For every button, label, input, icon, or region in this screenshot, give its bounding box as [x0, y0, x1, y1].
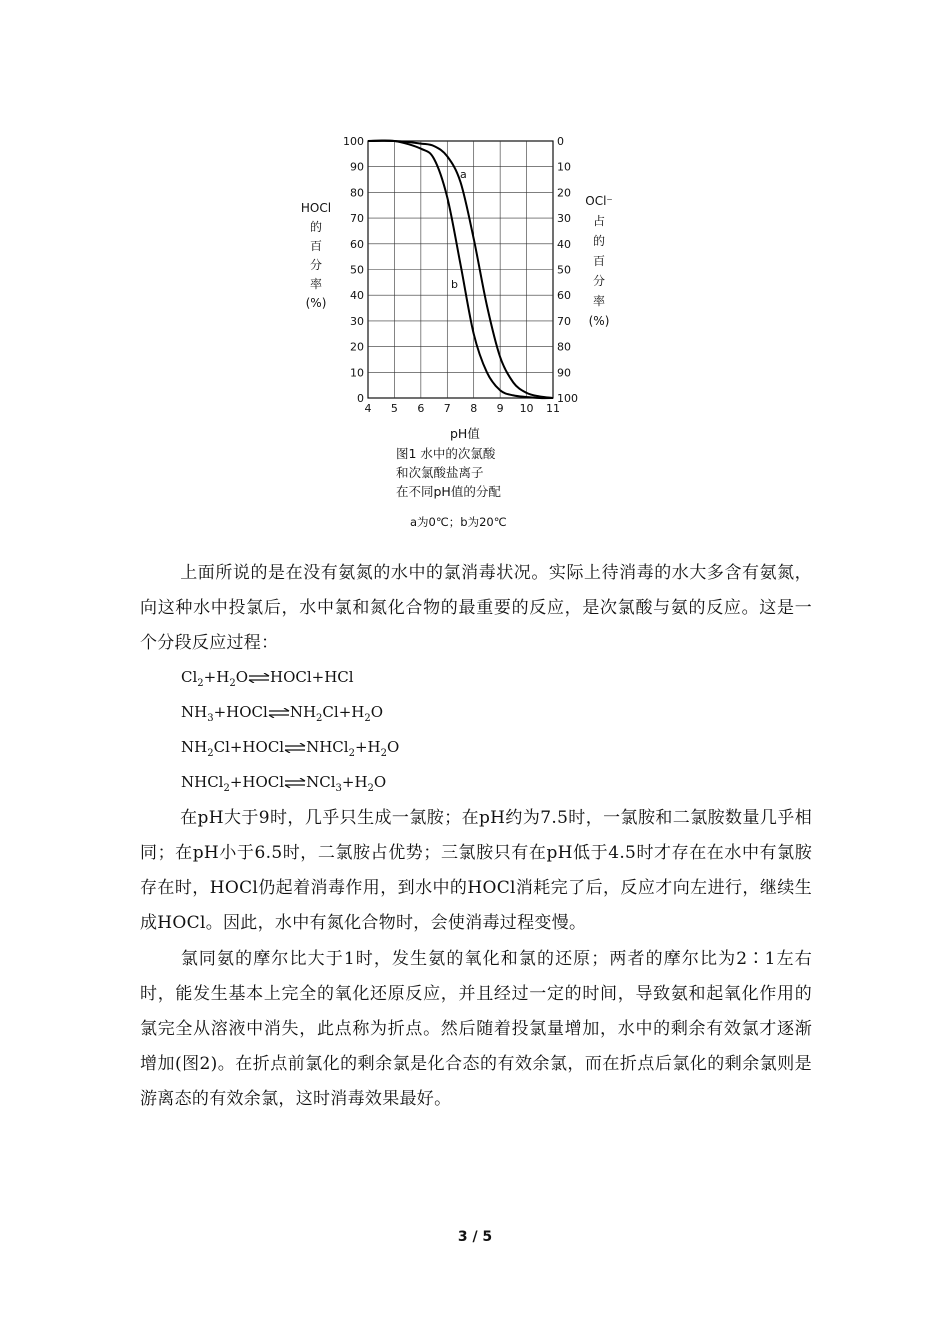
left-tick-label: 80: [350, 186, 364, 200]
left-tick-label: 0: [357, 392, 364, 405]
caption-line-3: 在不同pH值的分配: [396, 484, 501, 499]
right-axis-label-part: 占: [592, 214, 606, 228]
x-tick-label: 7: [443, 402, 451, 415]
x-tick-label: 8: [470, 402, 478, 415]
right-tick-label: 60: [557, 289, 571, 303]
x-tick-label: 9: [496, 402, 504, 415]
left-tick-label: 10: [350, 366, 364, 380]
paragraph-1: [140, 556, 812, 661]
right-tick-label: 70: [557, 314, 571, 328]
x-tick-label: 5: [390, 402, 398, 415]
equilibrium-arrow-icon: [248, 673, 270, 683]
right-tick-label: 30: [557, 212, 571, 226]
paragraph-3: [140, 942, 812, 1117]
x-tick-label: 4: [364, 402, 372, 415]
right-axis-label-part: 率: [592, 294, 606, 308]
right-tick-label: 40: [557, 237, 571, 251]
paragraph-2-text: 在pH大于9时，几乎只生成一氯胺；在pH约为7.5时，一氯胺和二氯胺数量几乎相同；在pH小于6.5时，二氯胺占优势；三氯胺只有在pH低于4.5时才存在在水中有氯胺存在时，HOCl仍起着消毒作用，到水中的HOCl消耗完了后，反应才向左进行，继续生成HOCl。因此，水中有氮化合物时，会使消毒过程变慢。: [140, 808, 812, 933]
right-axis-label-part: 的: [592, 234, 606, 248]
left-tick-label: 30: [350, 314, 364, 328]
left-axis-label-part: (%): [305, 296, 327, 310]
left-tick-label: 90: [350, 160, 364, 174]
right-tick-label: 10: [557, 160, 571, 174]
x-axis-title: pH值: [450, 426, 480, 441]
right-tick-label: 80: [557, 340, 571, 354]
equilibrium-arrow-icon: [268, 708, 290, 718]
left-tick-label: 60: [350, 237, 364, 251]
paragraph-3-text: 氯同氨的摩尔比大于1时，发生氨的氧化和氯的还原；两者的摩尔比为2∶1左右时，能发生基本上完全的氧化还原反应，并且经过一定的时间，导致氨和起氧化作用的氯完全从溶液中消失，此点称为折点。然后随着投氯量增加，水中的剩余有效氯才逐渐增加(图2)。在折点前氯化的剩余氯是化合态的有效余氯，而在折点后氯化的剩余氯则是游离态的有效余氯，这时消毒效果最好。: [140, 949, 812, 1109]
left-tick-label: 20: [350, 340, 364, 354]
right-tick-label: 20: [557, 186, 571, 200]
equation-1: $Cl_2+H_2O$ HOCl+HCl: [181, 668, 354, 689]
left-axis-label-part: 率: [309, 277, 323, 291]
left-axis-label-part: 百: [309, 239, 323, 253]
equation-3: $NH_2Cl+HOCl$ $NHCl_2+H_2O$: [181, 738, 400, 759]
right-tick-label: 100: [557, 392, 578, 405]
x-tick-label: 11: [546, 402, 560, 415]
right-tick-label: 90: [557, 366, 571, 380]
left-axis-label-part: 的: [309, 220, 323, 234]
caption-note: a为0℃；b为20℃: [410, 515, 507, 529]
left-axis-label: [301, 201, 331, 310]
paragraph-1-text: 上面所说的是在没有氨氮的水中的氯消毒状况。实际上待消毒的水大多含有氨氮，向这种水中投氯后，水中氯和氮化合物的最重要的反应，是次氯酸与氨的反应。这是一个分段反应过程：: [140, 563, 812, 653]
right-tick-label: 0: [557, 135, 564, 148]
left-tick-label: 100: [343, 135, 364, 148]
equation-4: NHCl$_2$+HOCl $NCl_3+H_2O$: [181, 773, 387, 794]
curve-b-label: b: [451, 278, 458, 291]
caption-line-2: 和次氯酸盐离子: [396, 465, 484, 480]
left-axis-label-part: HOCl: [300, 201, 332, 215]
equation-2: $NH_3+HOCl$ $NH_2Cl+H_2O$: [181, 703, 384, 724]
left-tick-label: 40: [350, 289, 364, 303]
figure-1: [300, 128, 630, 538]
x-tick-label: 6: [417, 402, 425, 415]
hocl-distribution-chart: [300, 128, 630, 538]
paragraph-2: [140, 801, 812, 941]
right-axis-label-part: 百: [592, 254, 606, 268]
x-tick-label: 10: [519, 402, 534, 415]
curve-a-label: a: [460, 168, 467, 181]
equilibrium-arrow-icon: [284, 778, 306, 788]
right-axis-label: [585, 194, 613, 328]
equilibrium-arrow-icon: [284, 743, 306, 753]
right-axis-label-part: 分: [592, 274, 606, 288]
left-axis-label-part: 分: [309, 258, 323, 272]
caption-line-1: 图1 水中的次氯酸: [396, 446, 496, 461]
left-tick-label: 70: [350, 212, 364, 226]
right-axis-label-part: OCl⁻: [585, 194, 613, 208]
page-number: 3 / 5: [457, 1229, 493, 1245]
left-tick-label: 50: [350, 263, 364, 277]
right-axis-label-part: (%): [588, 314, 610, 328]
right-tick-label: 50: [557, 263, 571, 277]
